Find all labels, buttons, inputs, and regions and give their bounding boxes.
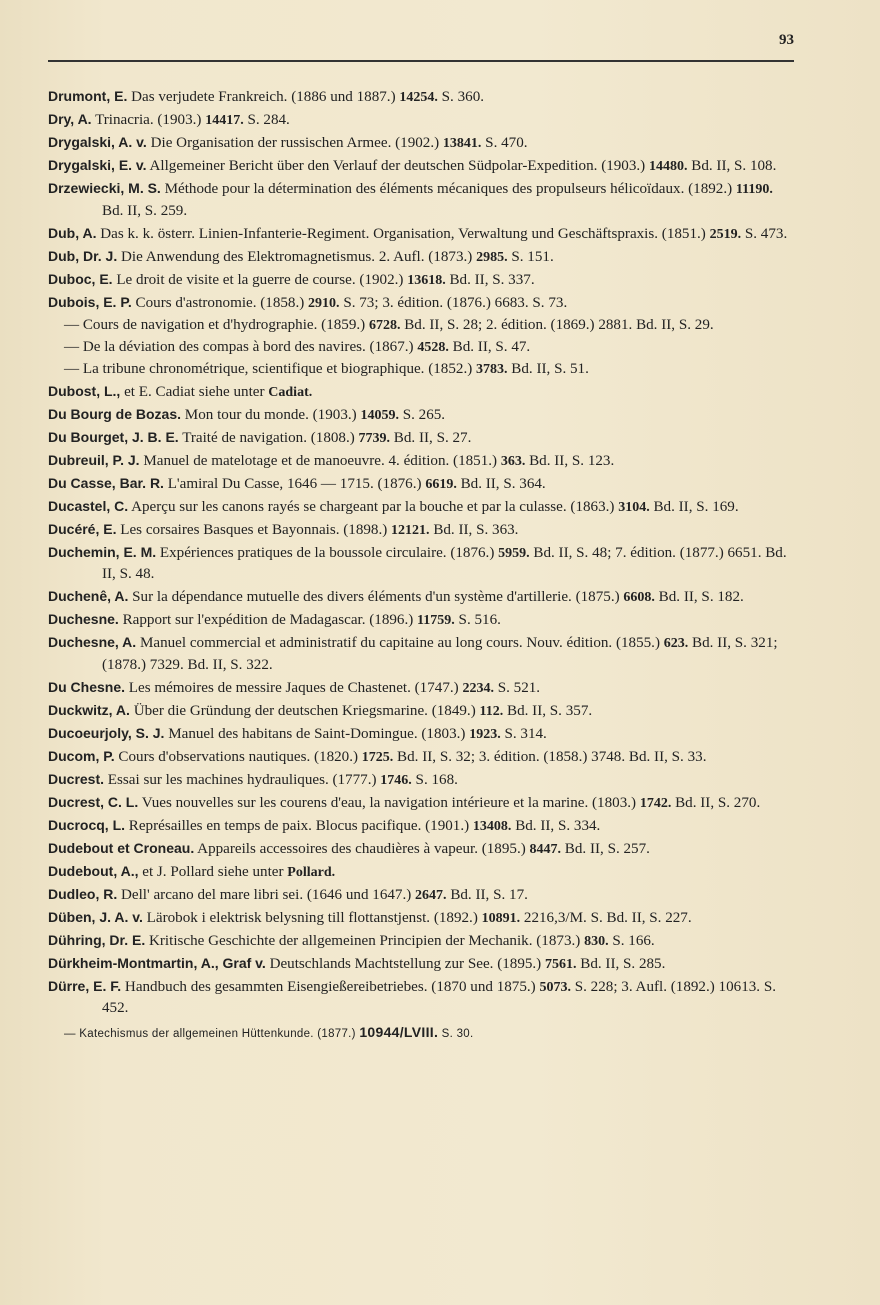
entry-reference: S. 473. <box>741 225 788 242</box>
entry-number: 11759. <box>417 613 455 628</box>
entry-reference: Bd. II, S. 169. <box>649 498 739 515</box>
entry-title: Le droit de visite et la guerre de course. (1902.) <box>112 271 408 288</box>
entry-title: Lärobok i elektrisk belysning till flottanstjenst. (1892.) <box>142 909 482 926</box>
entry-reference: Bd. II, S. 51. <box>507 360 589 377</box>
entry-author: Duchemin, E. M. <box>48 543 157 560</box>
index-entry <box>48 404 796 427</box>
entry-author: Dürkheim-Montmartin, A., Graf v. <box>48 954 266 971</box>
entry-author: — <box>64 360 80 377</box>
entry-title: Cours de navigation et d'hydrographie. (1859.) <box>79 316 369 333</box>
index-entry <box>48 838 796 861</box>
entry-reference: Bd. II, S. 363. <box>429 521 519 538</box>
entry-reference: S. 521. <box>493 679 541 696</box>
entry-title: Über die Gründung der deutschen Kriegsmarine. (1849.) <box>129 702 480 719</box>
entry-title: et E. Cadiat siehe unter <box>120 383 269 400</box>
entry-title: Deutschlands Machtstellung zur See. (1895.) <box>265 955 545 972</box>
entry-reference: S. 166. <box>608 932 655 949</box>
entry-reference: S. 284. <box>243 112 290 128</box>
entry-reference: Bd. II, S. 334. <box>511 817 601 834</box>
entry-author: Ducéré, E. <box>48 520 117 537</box>
entry-author: Dub, Dr. J. <box>48 247 118 264</box>
entry-number: 4528. <box>417 339 449 355</box>
entry-author: Dubois, E. P. <box>48 293 132 310</box>
entry-number: 14254. <box>399 90 438 105</box>
entry-author: Ducrest. <box>48 770 105 787</box>
entry-author: Duckwitz, A. <box>48 701 130 718</box>
entry-number: 14059. <box>360 407 399 423</box>
entry-title: Aperçu sur les canons rayés se chargeant par la bouche et par la culasse. (1863.) <box>128 498 619 515</box>
entry-reference: Bd. II, S. 17. <box>446 886 528 903</box>
entry-title: Mon tour du monde. (1903.) <box>181 406 361 423</box>
entry-number: 5073. <box>539 979 571 995</box>
entry-author: Drygalski, A. v. <box>48 134 147 150</box>
entry-author: Dubost, L., <box>48 382 121 399</box>
entry-number: 2985. <box>476 249 508 265</box>
entry-number: 14480. <box>648 159 688 174</box>
index-entry <box>48 769 796 792</box>
entry-number: 7739. <box>358 430 391 446</box>
entry-number: 363. <box>500 453 526 469</box>
index-entry <box>48 792 796 815</box>
entry-title: Allgemeiner Bericht über den Verlauf der deutschen Südpolar-Expedition. (1903.) <box>146 158 649 174</box>
entry-title: Trinacria. (1903.) <box>91 112 206 128</box>
entry-title: Les corsaires Basques et Bayonnais. (1898.) <box>116 521 392 538</box>
index-entry <box>48 86 796 109</box>
index-entry <box>48 723 796 746</box>
entry-title: Traité de navigation. (1808.) <box>178 429 359 446</box>
entry-title: Représailles en temps de paix. Blocus pacifique. (1901.) <box>125 817 473 834</box>
entry-author: Duboc, E. <box>48 270 113 287</box>
index-entry <box>48 700 796 723</box>
entry-author: Dub, A. <box>48 224 97 241</box>
entry-author: — <box>64 338 80 355</box>
entry-title: Handbuch des gesammten Eisengießereibetriebes. (1870 und 1875.) <box>121 978 540 995</box>
entry-number: 12121. <box>391 522 430 538</box>
entry-number: 6728. <box>368 317 401 333</box>
entry-number: 14417. <box>205 113 244 128</box>
entry-title: Manuel de matelotage et de manoeuvre. 4. édition. (1851.) <box>139 452 501 469</box>
index-entry <box>48 884 796 907</box>
entry-number: 3104. <box>618 499 650 515</box>
entry-author: Ducoeurjoly, S. J. <box>48 724 165 741</box>
entry-author: Ducrest, C. L. <box>48 793 139 810</box>
entry-reference: Bd. II, S. 182. <box>654 589 744 605</box>
entry-number: 8447. <box>529 841 562 857</box>
entry-author: Duchesne. <box>48 611 119 627</box>
index-entry <box>48 746 796 769</box>
index-entry <box>48 1022 796 1046</box>
entry-author: Ducastel, C. <box>48 497 129 514</box>
entry-author: Dubreuil, P. J. <box>48 451 140 468</box>
entry-reference: S. 470. <box>481 135 528 151</box>
entry-title: Kritische Geschichte der allgemeinen Principien der Mechanik. (1873.) <box>145 932 585 949</box>
entry-title: Cours d'astronomie. (1858.) <box>131 294 309 311</box>
entry-number: Cadiat. <box>268 384 313 400</box>
entry-reference: Bd. II, S. 32; 3. édition. (1858.) 3748. Bd. II, S. 33. <box>393 748 707 765</box>
entry-number: 2519. <box>709 226 742 242</box>
entry-reference: Bd. II, S. 357. <box>503 702 593 719</box>
entry-reference: S. 30. <box>438 1027 474 1040</box>
entry-title: Katechismus der allgemeinen Hüttenkunde. (1877.) <box>75 1027 360 1040</box>
entry-author: Dürre, E. F. <box>48 977 122 994</box>
entry-reference: Bd. II, S. 108. <box>687 158 777 174</box>
entry-title: Cours d'observations nautiques. (1820.) <box>114 748 362 765</box>
entry-title: Das verjudete Frankreich. (1886 und 1887.) <box>127 89 400 105</box>
entry-title: Sur la dépendance mutuelle des divers éléments d'un système d'artillerie. (1875.) <box>128 589 624 605</box>
entry-author: — <box>64 1027 76 1040</box>
index-entry <box>48 427 796 450</box>
index-entry <box>48 315 796 337</box>
entry-reference: Bd. II, S. 259. <box>102 202 188 219</box>
entry-title: Essai sur les machines hydrauliques. (1777.) <box>104 771 381 788</box>
index-entry <box>48 337 796 359</box>
index-entry <box>48 907 796 930</box>
entry-number: 10891. <box>481 910 521 926</box>
entry-number: 6608. <box>623 590 655 605</box>
index-entry <box>48 155 796 178</box>
entry-title: Manuel commercial et administratif du capitaine au long cours. Nouv. édition. (1855.) <box>136 635 664 651</box>
entry-number: 1742. <box>639 795 672 811</box>
entry-author: Ducom, P. <box>48 747 115 764</box>
entry-reference: Bd. II, S. 27. <box>390 429 472 446</box>
entry-author: Drzewiecki, M. S. <box>48 180 161 196</box>
entry-title: Manuel des habitans de Saint-Domingue. (1803.) <box>164 725 470 742</box>
entry-reference: Bd. II, S. 321; (1878.) 7329. Bd. II, S. 322. <box>102 635 778 673</box>
entry-author: Düben, J. A. v. <box>48 908 143 925</box>
entry-title: L'amiral Du Casse, 1646 — 1715. (1876.) <box>163 475 426 492</box>
entry-reference: Bd. II, S. 285. <box>576 955 666 972</box>
index-entry <box>48 542 796 586</box>
entry-number: 2647. <box>415 887 447 903</box>
entry-reference: Bd. II, S. 337. <box>445 271 535 288</box>
entry-number: 830. <box>584 933 609 949</box>
entry-author: Dudebout, A., <box>48 862 139 879</box>
entry-author: Dry, A. <box>48 111 92 127</box>
entry-title: Die Anwendung des Elektromagnetismus. 2. Aufl. (1873.) <box>117 248 477 265</box>
index-entry <box>48 496 796 519</box>
entry-number: 3783. <box>476 361 508 377</box>
index-entry <box>48 930 796 953</box>
entry-reference: S. 228; 3. Aufl. (1892.) 10613. S. 452. <box>102 978 777 1016</box>
entry-reference: Bd. II, S. 364. <box>456 475 546 492</box>
index-entry <box>48 109 796 132</box>
entry-author: — <box>64 316 80 333</box>
entry-reference: S. 151. <box>507 248 554 265</box>
entry-reference: Bd. II, S. 270. <box>671 794 761 811</box>
entry-author: Duchesne, A. <box>48 634 137 650</box>
entry-reference: S. 265. <box>398 406 446 423</box>
entry-number: 13408. <box>472 818 512 834</box>
entry-reference: S. 168. <box>411 771 458 788</box>
index-entry <box>48 381 796 404</box>
entry-reference: S. 73; 3. édition. (1876.) 6683. S. 73. <box>339 294 568 311</box>
entry-reference: Bd. II, S. 123. <box>525 452 615 469</box>
index-entry <box>48 450 796 473</box>
entry-author: Dudebout et Croneau. <box>48 839 195 856</box>
entry-title: Appareils accessoires des chaudières à vapeur. (1895.) <box>194 840 530 857</box>
entry-author: Du Bourg de Bozas. <box>48 405 182 422</box>
entry-title: Vues nouvelles sur les courens d'eau, la navigation intérieure et la marine. (1803.) <box>138 794 640 811</box>
entry-title: Dell' arcano del mare libri sei. (1646 und 1647.) <box>117 886 416 903</box>
entry-author: Drygalski, E. v. <box>48 157 147 173</box>
page-number: 93 <box>779 32 794 48</box>
entry-reference: Bd. II, S. 28; 2. édition. (1869.) 2881. Bd. II, S. 29. <box>400 316 714 333</box>
index-entry <box>48 178 796 222</box>
entry-title: Les mémoires de messire Jaques de Chastenet. (1747.) <box>125 679 463 696</box>
index-entry <box>48 359 796 381</box>
entry-number: 13841. <box>442 136 482 151</box>
entry-reference: Bd. II, S. 257. <box>561 840 650 857</box>
index-entry <box>48 292 796 315</box>
entry-number: Pollard. <box>287 864 336 880</box>
entry-author: Du Casse, Bar. R. <box>48 474 164 491</box>
entry-number: 5959. <box>498 545 530 561</box>
index-entry <box>48 223 796 246</box>
index-entry <box>48 473 796 496</box>
entry-number: 1746. <box>380 772 412 788</box>
entry-title: Méthode pour la détermination des éléments mécaniques des propulseurs hélicoïdaux. (1892.) <box>160 181 736 197</box>
entry-reference: 2216,3/M. S. Bd. II, S. 227. <box>520 909 692 926</box>
entry-reference: Bd. II, S. 47. <box>448 338 531 355</box>
entry-author: Duchenê, A. <box>48 588 129 604</box>
entry-author: Dudleo, R. <box>48 885 118 902</box>
index-entry <box>48 519 796 542</box>
entry-number: 11190. <box>735 182 773 197</box>
index-entry <box>48 269 796 292</box>
index-entry <box>48 246 796 269</box>
entry-author: Du Bourget, J. B. E. <box>48 428 179 445</box>
entry-number: 2234. <box>462 680 494 696</box>
entry-title: De la déviation des compas à bord des navires. (1867.) <box>79 338 418 355</box>
entry-number: 6619. <box>425 476 457 492</box>
entry-author: Drumont, E. <box>48 88 128 104</box>
index-entry <box>48 586 796 609</box>
entry-reference: S. 516. <box>454 612 501 628</box>
entry-number: 13618. <box>407 272 446 288</box>
entry-number: 7561. <box>544 956 577 972</box>
entry-number: 10944/LVIII. <box>359 1023 439 1040</box>
entry-title: La tribune chronométrique, scientifique et biographique. (1852.) <box>79 360 477 377</box>
entry-reference: S. 360. <box>437 89 485 105</box>
entry-number: 112. <box>479 703 504 719</box>
index-entry <box>48 632 796 676</box>
entry-title: Die Organisation der russischen Armee. (1902.) <box>146 135 443 151</box>
entry-title: Das k. k. österr. Linien-Infanterie-Regiment. Organisation, Verwaltung und Geschäftspraxis. (1851.) <box>96 225 710 242</box>
entry-title: Rapport sur l'expédition de Madagascar. (1896.) <box>118 612 418 628</box>
entry-title: Expériences pratiques de la boussole circulaire. (1876.) <box>156 544 499 561</box>
index-entry <box>48 609 796 632</box>
entry-title: et J. Pollard siehe unter <box>138 863 288 880</box>
index-entries <box>48 86 796 1046</box>
entry-number: 2910. <box>308 295 340 311</box>
index-entry <box>48 861 796 884</box>
index-entry <box>48 953 796 976</box>
entry-reference: S. 314. <box>500 725 547 742</box>
entry-author: Ducrocq, L. <box>48 816 126 833</box>
header-rule <box>48 60 794 62</box>
entry-reference: Bd. II, S. 48; 7. édition. (1877.) 6651. Bd. II, S. 48. <box>102 544 787 582</box>
index-entry <box>48 677 796 700</box>
entry-number: 1725. <box>361 749 394 765</box>
entry-number: 623. <box>663 636 689 651</box>
entry-number: 1923. <box>469 726 501 742</box>
index-entry <box>48 976 796 1020</box>
index-entry <box>48 815 796 838</box>
entry-author: Dühring, Dr. E. <box>48 931 146 948</box>
index-entry <box>48 132 796 155</box>
entry-author: Du Chesne. <box>48 678 126 695</box>
